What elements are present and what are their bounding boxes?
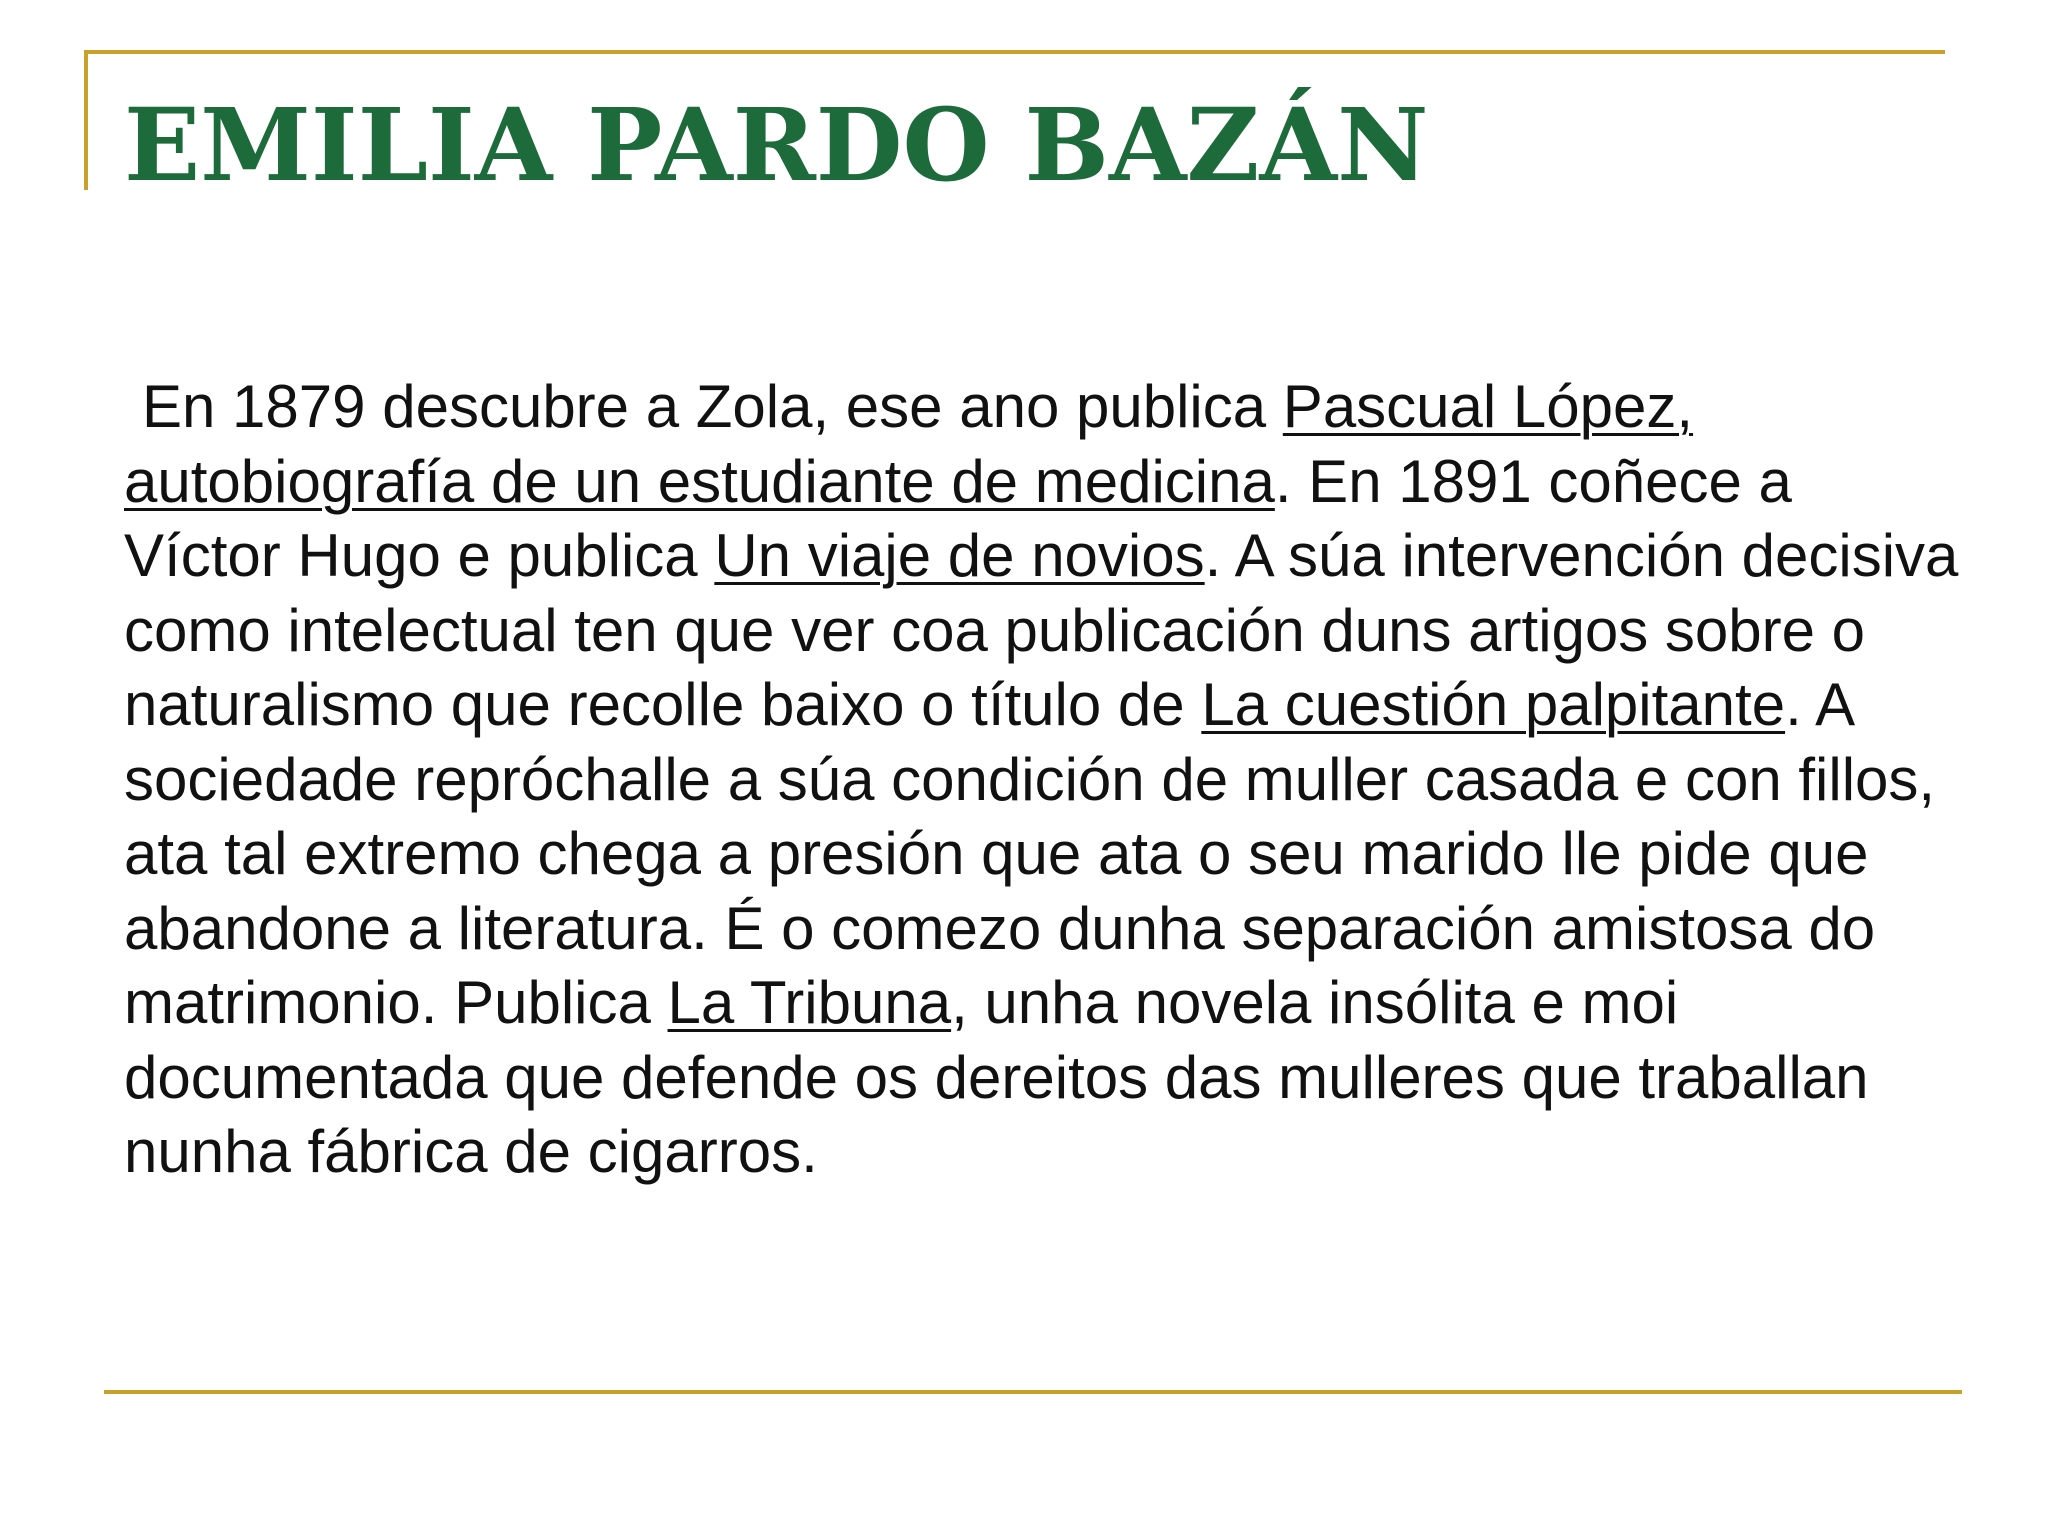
work-title-un-viaje-de-novios: Un viaje de novios [714,522,1205,589]
text-segment-5: , unha novela insólita e moi documentada que defende os dereitos das mulleres que traballan nunha fábrica de cigarros. [124,969,1869,1185]
text-segment-3: . A súa intervención decisiva como intelectual ten que ver coa publicación duns artigos sobre o naturalismo que recolle baixo o título de [124,522,1959,738]
work-title-la-cuestion-palpitante: La cuestión palpitante [1201,671,1786,738]
slide-title: EMILIA PARDO BAZÁN [124,86,1429,204]
bottom-rule [104,1390,1962,1394]
text-segment-4: . A sociedade repróchalle a súa condición de muller casada e con fillos, ata tal extremo chega a presión que ata o seu marido lle pide que abandone a literatura. É o comezo dunha separación amistosa do matrimonio. Publica [124,671,1936,1036]
work-title-pascual-lopez: Pascual López, autobiografía de un estudiante de medicina [124,373,1694,515]
work-title-la-tribuna: La Tribuna [667,969,952,1036]
body-paragraph [124,370,1964,1190]
top-rule [84,50,1945,54]
left-rule [84,50,88,190]
text-segment-1: En 1879 descubre a Zola, ese ano publica [142,373,1283,440]
text-segment-2: . En 1891 coñece a Víctor Hugo e publica [124,447,1792,589]
